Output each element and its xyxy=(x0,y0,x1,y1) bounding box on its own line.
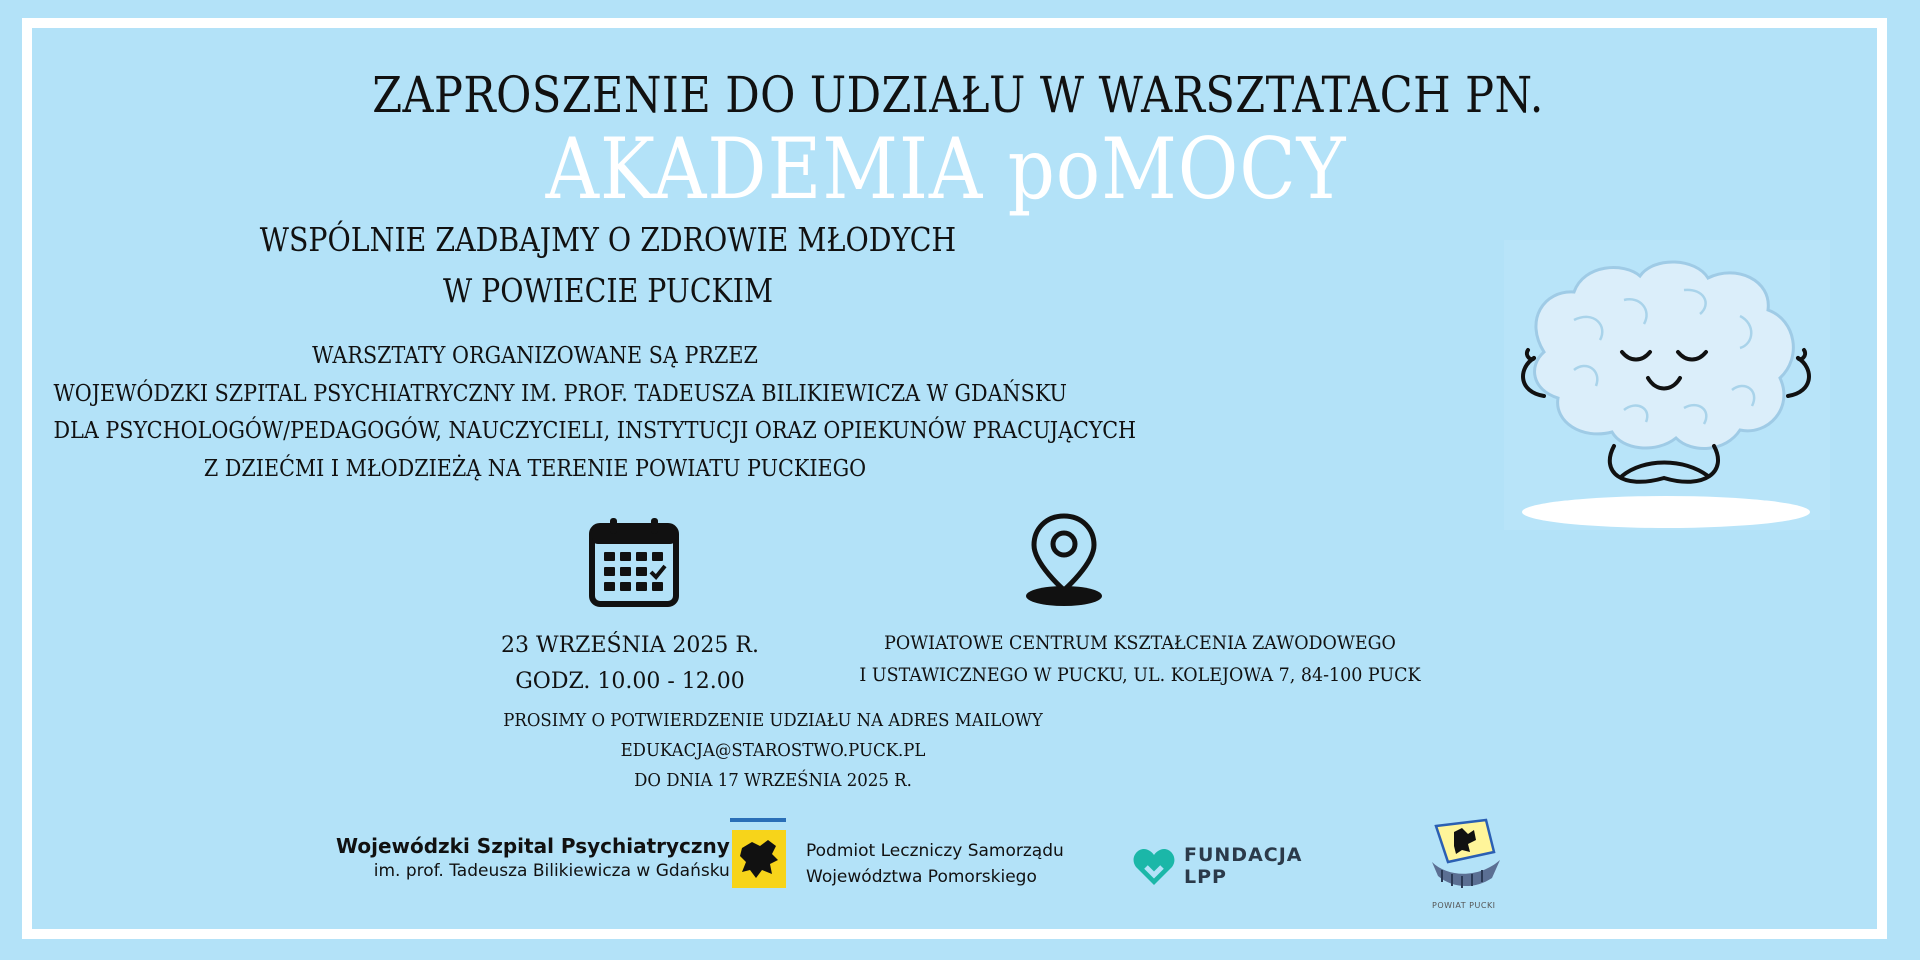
tagline-line2: W POWIECIE PUCKIM xyxy=(442,271,774,310)
organizer-block xyxy=(53,338,1137,488)
rsvp-text: PROSIMY O POTWIERDZENIE UDZIAŁU NA ADRES MAILOWY xyxy=(503,710,1043,731)
map-pin-icon xyxy=(1024,512,1104,606)
region-line1: Podmiot Leczniczy Samorządu xyxy=(806,841,1064,861)
location-line1: POWIATOWE CENTRUM KSZTAŁCENIA ZAWODOWEGO xyxy=(884,632,1396,654)
heart-logo-icon xyxy=(1132,847,1176,887)
foundation-line1: FUNDACJA xyxy=(1184,844,1303,866)
calendar-icon xyxy=(588,516,680,608)
tagline-line1: WSPÓLNIE ZADBAJMY O ZDROWIE MŁODYCH xyxy=(259,220,957,259)
meditating-brain-illustration xyxy=(1504,240,1830,530)
program-name: AKADEMIA poMOCY xyxy=(545,120,1347,218)
county-label: POWIAT PUCKI xyxy=(1432,901,1496,910)
region-logo-text xyxy=(806,838,1064,890)
event-location-block xyxy=(809,627,1471,691)
rsvp-deadline: DO DNIA 17 WRZEŚNIA 2025 R. xyxy=(634,770,912,791)
county-crest-icon xyxy=(1428,812,1504,896)
organizer-line2: WOJEWÓDZKI SZPITAL PSYCHIATRYCZNY IM. PROF. TADEUSZA BILIKIEWICZA W GDAŃSKU xyxy=(53,380,1068,407)
organizer-line1: WARSZTATY ORGANIZOWANE SĄ PRZEZ xyxy=(312,343,758,369)
griffin-emblem-icon xyxy=(732,830,786,888)
event-time: GODZ. 10.00 - 12.00 xyxy=(515,669,745,694)
hospital-subtitle: im. prof. Tadeusza Bilikiewicza w Gdańsku xyxy=(373,861,730,881)
foundation-logo-text xyxy=(1184,844,1303,888)
organizer-line4: Z DZIEĆMI I MŁODZIEŻĄ NA TERENIE POWIATU PUCKIEGO xyxy=(203,455,867,482)
region-line2: Województwa Pomorskiego xyxy=(806,867,1037,887)
hospital-name: Wojewódzki Szpital Psychiatryczny xyxy=(336,834,730,858)
hospital-logo xyxy=(336,834,730,881)
organizer-line3: DLA PSYCHOLOGÓW/PEDAGOGÓW, NAUCZYCIELI, INSTYTUCJI ORAZ OPIEKUNÓW PRACUJĄCYCH xyxy=(53,418,1137,444)
location-line2: I USTAWICZNEGO W PUCKU, UL. KOLEJOWA 7, 84-100 PUCK xyxy=(859,664,1421,686)
foundation-line2: LPP xyxy=(1184,866,1227,888)
rsvp-email[interactable]: EDUKACJA@STAROSTWO.PUCK.PL xyxy=(620,740,926,761)
invitation-title: ZAPROSZENIE DO UDZIAŁU W WARSZTATACH PN. xyxy=(372,66,1544,124)
event-date: 23 WRZEŚNIA 2025 R. xyxy=(501,633,759,658)
region-logo-bar xyxy=(730,818,786,822)
event-date-block xyxy=(460,628,800,700)
rsvp-block xyxy=(62,706,1484,796)
